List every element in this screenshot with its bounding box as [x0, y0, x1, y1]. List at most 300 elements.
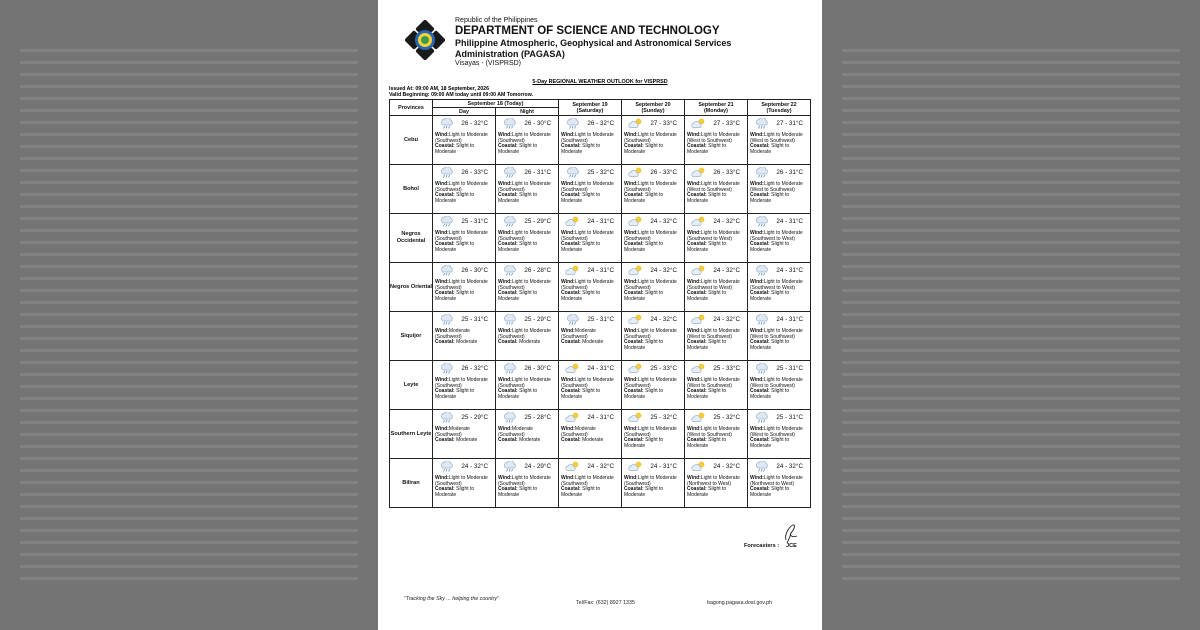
- forecast-cell: [685, 263, 748, 312]
- coastal-label: Coastal:: [561, 241, 581, 248]
- temperature-range: 26 - 30°C: [524, 365, 551, 372]
- issued-at: Issued At: 09:00 AM, 18 September, 2026: [389, 86, 489, 92]
- forecast-description: [750, 280, 809, 302]
- coastal-label: Coastal:: [561, 192, 581, 199]
- temperature-range: 24 - 32°C: [650, 316, 677, 323]
- wind-label: Wind:: [498, 181, 512, 187]
- temperature-range: 25 - 31°C: [461, 218, 488, 225]
- forecast-cell-content: [622, 459, 684, 507]
- forecast-cell-content: [685, 312, 747, 360]
- forecast-cell: [748, 361, 811, 410]
- coastal-label: Coastal:: [435, 241, 455, 248]
- forecast-cell: [559, 312, 622, 361]
- forecast-cell: [433, 165, 496, 214]
- wind-label: Wind:: [624, 181, 638, 187]
- provinces-header: Provinces: [390, 100, 433, 116]
- forecast-description: [687, 329, 746, 351]
- wind-label: Wind:: [498, 426, 512, 432]
- coastal-value: Slight to Moderate: [561, 143, 601, 155]
- wind-value: Light to Moderate (Southwest): [561, 230, 614, 242]
- forecast-cell-content: [685, 214, 747, 262]
- day-date: September 22: [761, 101, 797, 108]
- forecast-description: [624, 476, 683, 498]
- wind-label: Wind:: [435, 426, 449, 432]
- forecast-cell-content: [496, 410, 558, 458]
- temperature-range: 24 - 31°C: [587, 218, 614, 225]
- wind-value: Light to Moderate (Southwest): [624, 230, 677, 242]
- temperature-range: 25 - 31°C: [776, 365, 803, 372]
- day-weekday: (Saturday): [576, 107, 604, 114]
- coastal-label: Coastal:: [750, 388, 770, 395]
- temperature-range: 24 - 32°C: [713, 218, 740, 225]
- forecast-cell-content: [622, 312, 684, 360]
- forecast-cell-content: [496, 116, 558, 164]
- temperature-range: 25 - 33°C: [713, 365, 740, 372]
- forecast-cell-content: [748, 263, 810, 311]
- wind-label: Wind:: [750, 475, 764, 481]
- forecast-cell-content: [433, 214, 495, 262]
- temperature-range: 24 - 31°C: [587, 414, 614, 421]
- forecast-cell-content: [559, 410, 621, 458]
- wind-label: Wind:: [624, 475, 638, 481]
- forecast-cell-content: [433, 410, 495, 458]
- coastal-label: Coastal:: [687, 437, 707, 444]
- coastal-value: Slight to Moderate: [498, 388, 538, 400]
- forecast-cell: [433, 361, 496, 410]
- wind-label: Wind:: [435, 475, 449, 481]
- wind-value: Light to Moderate (Southwest): [624, 377, 677, 389]
- forecast-description: [435, 427, 494, 444]
- temperature-range: 25 - 31°C: [776, 414, 803, 421]
- wind-label: Wind:: [624, 279, 638, 285]
- footer-website: bagong.pagasa.dost.gov.ph: [707, 600, 772, 606]
- coastal-value: Slight to Moderate: [435, 486, 475, 498]
- forecast-cell-content: [559, 312, 621, 360]
- temperature-range: 25 - 28°C: [524, 414, 551, 421]
- forecast-description: [435, 280, 494, 302]
- forecast-description: [687, 476, 746, 498]
- temperature-range: 24 - 31°C: [650, 463, 677, 470]
- coastal-label: Coastal:: [561, 143, 581, 150]
- forecast-cell-content: [748, 361, 810, 409]
- wind-value: Light to Moderate (Southwest): [624, 132, 677, 144]
- day-header: [622, 100, 685, 116]
- forecast-cell: [622, 410, 685, 459]
- coastal-label: Coastal:: [435, 437, 455, 444]
- wind-value: Moderate (Southwest): [561, 426, 596, 438]
- forecast-cell: [622, 459, 685, 508]
- coastal-value: Slight to Moderate: [435, 388, 475, 400]
- coastal-label: Coastal:: [498, 290, 518, 297]
- forecast-cell-content: [622, 410, 684, 458]
- wind-value: Light to Moderate (Southwest): [498, 132, 551, 144]
- forecast-description: [624, 182, 683, 204]
- forecast-cell-content: [433, 165, 495, 213]
- wind-label: Wind:: [687, 279, 701, 285]
- coastal-value: Slight to Moderate: [624, 486, 664, 498]
- background-right: [822, 0, 1200, 630]
- coastal-value: Slight to Moderate: [687, 339, 727, 351]
- header-republic: Republic of the Philippines: [455, 17, 538, 24]
- coastal-value: Slight to Moderate: [750, 241, 790, 253]
- table-row: [390, 459, 811, 508]
- temperature-range: 26 - 33°C: [461, 169, 488, 176]
- forecast-cell: [622, 312, 685, 361]
- forecast-cell: [748, 165, 811, 214]
- temperature-range: 26 - 31°C: [776, 169, 803, 176]
- forecast-description: [750, 133, 809, 155]
- wind-value: Light to Moderate (Southwest to West): [687, 279, 740, 291]
- wind-label: Wind:: [435, 328, 449, 334]
- forecast-cell: [685, 459, 748, 508]
- forecast-description: [498, 133, 557, 155]
- forecast-description: [750, 476, 809, 498]
- coastal-label: Coastal:: [435, 143, 455, 150]
- coastal-value: Slight to Moderate: [687, 143, 727, 155]
- forecast-description: [624, 133, 683, 155]
- forecast-description: [498, 427, 557, 444]
- wind-label: Wind:: [498, 475, 512, 481]
- coastal-value: Slight to Moderate: [687, 437, 727, 449]
- wind-label: Wind:: [750, 181, 764, 187]
- forecast-cell-content: [496, 263, 558, 311]
- forecast-description: [624, 427, 683, 449]
- coastal-label: Coastal:: [750, 241, 770, 248]
- coastal-label: Coastal:: [750, 437, 770, 444]
- wind-value: Light to Moderate (Southwest): [624, 181, 677, 193]
- temperature-range: 25 - 29°C: [461, 414, 488, 421]
- temperature-range: 24 - 32°C: [713, 267, 740, 274]
- coastal-label: Coastal:: [435, 388, 455, 395]
- coastal-label: Coastal:: [624, 192, 644, 199]
- wind-value: Light to Moderate (Southwest): [498, 230, 551, 242]
- wind-label: Wind:: [435, 377, 449, 383]
- coastal-label: Coastal:: [687, 241, 707, 248]
- province-name: Leyte: [390, 361, 433, 410]
- forecast-cell-content: [496, 214, 558, 262]
- coastal-label: Coastal:: [624, 241, 644, 248]
- coastal-label: Coastal:: [498, 143, 518, 150]
- table-row: [390, 165, 811, 214]
- coastal-value: Slight to Moderate: [750, 486, 790, 498]
- coastal-label: Coastal:: [687, 486, 707, 493]
- coastal-label: Coastal:: [750, 143, 770, 150]
- temperature-range: 25 - 33°C: [650, 365, 677, 372]
- forecast-cell: [496, 214, 559, 263]
- forecast-description: [561, 280, 620, 302]
- wind-value: Light to Moderate (West to Southwest): [750, 132, 803, 144]
- forecast-description: [561, 476, 620, 498]
- forecast-cell-content: [748, 459, 810, 507]
- forecast-cell-content: [685, 361, 747, 409]
- forecast-cell-content: [496, 361, 558, 409]
- forecast-description: [687, 280, 746, 302]
- background-left: [0, 0, 378, 630]
- coastal-label: Coastal:: [435, 192, 455, 199]
- coastal-label: Coastal:: [435, 290, 455, 297]
- forecast-cell-content: [685, 410, 747, 458]
- coastal-value: Slight to Moderate: [750, 143, 790, 155]
- forecast-cell: [748, 214, 811, 263]
- wind-value: Moderate (Southwest): [435, 426, 470, 438]
- wind-value: Light to Moderate (Southwest): [435, 132, 488, 144]
- forecast-cell: [622, 361, 685, 410]
- forecast-cell: [559, 459, 622, 508]
- forecast-cell-content: [496, 312, 558, 360]
- forecast-cell: [433, 263, 496, 312]
- coastal-label: Coastal:: [687, 192, 707, 199]
- coastal-value: Slight to Moderate: [624, 241, 664, 253]
- temperature-range: 24 - 31°C: [776, 218, 803, 225]
- temperature-range: 26 - 33°C: [713, 169, 740, 176]
- wind-label: Wind:: [561, 475, 575, 481]
- wind-value: Light to Moderate (Southwest): [624, 328, 677, 340]
- wind-label: Wind:: [624, 377, 638, 383]
- province-name: Biliran: [390, 459, 433, 508]
- coastal-value: Moderate: [582, 339, 604, 346]
- forecast-cell: [496, 116, 559, 165]
- coastal-value: Slight to Moderate: [750, 290, 790, 302]
- day-header: [748, 100, 811, 116]
- temperature-range: 24 - 32°C: [461, 463, 488, 470]
- temperature-range: 25 - 32°C: [713, 414, 740, 421]
- wind-label: Wind:: [561, 328, 575, 334]
- coastal-value: Slight to Moderate: [498, 192, 538, 204]
- wind-value: Light to Moderate (Southwest): [561, 181, 614, 193]
- wind-value: Light to Moderate (Southwest): [435, 181, 488, 193]
- forecast-description: [561, 182, 620, 204]
- forecast-description: [750, 378, 809, 400]
- wind-value: Light to Moderate (West to Southwest): [750, 377, 803, 389]
- forecast-description: [687, 133, 746, 155]
- forecast-cell: [496, 312, 559, 361]
- coastal-value: Slight to Moderate: [624, 143, 664, 155]
- forecast-description: [561, 427, 620, 444]
- table-row: [390, 410, 811, 459]
- forecast-cell: [748, 459, 811, 508]
- wind-label: Wind:: [750, 328, 764, 334]
- forecast-description: [687, 427, 746, 449]
- temperature-range: 24 - 32°C: [587, 463, 614, 470]
- coastal-value: Moderate: [519, 339, 541, 346]
- wind-value: Light to Moderate (Southwest): [561, 377, 614, 389]
- wind-value: Light to Moderate (Southwest): [498, 377, 551, 389]
- wind-value: Moderate (Southwest): [435, 328, 470, 340]
- wind-value: Light to Moderate (West to Southwest): [687, 181, 740, 193]
- wind-value: Light to Moderate (Southwest): [624, 279, 677, 291]
- wind-value: Light to Moderate (West to Southwest): [687, 377, 740, 389]
- coastal-label: Coastal:: [750, 192, 770, 199]
- temperature-range: 25 - 32°C: [587, 169, 614, 176]
- province-name: Siquijor: [390, 312, 433, 361]
- forecast-cell: [496, 410, 559, 459]
- wind-label: Wind:: [498, 132, 512, 138]
- day-weekday: (Monday): [704, 107, 728, 114]
- coastal-value: Slight to Moderate: [435, 290, 475, 302]
- table-row: [390, 361, 811, 410]
- temperature-range: 26 - 32°C: [461, 120, 488, 127]
- wind-value: Light to Moderate (West to Southwest): [687, 328, 740, 340]
- wind-label: Wind:: [687, 377, 701, 383]
- coastal-label: Coastal:: [687, 290, 707, 297]
- forecast-cell-content: [748, 214, 810, 262]
- coastal-label: Coastal:: [624, 339, 644, 346]
- coastal-label: Coastal:: [624, 290, 644, 297]
- wind-label: Wind:: [561, 377, 575, 383]
- forecast-cell: [559, 116, 622, 165]
- coastal-value: Slight to Moderate: [750, 192, 790, 204]
- coastal-label: Coastal:: [561, 437, 581, 444]
- coastal-label: Coastal:: [498, 486, 518, 493]
- coastal-value: Slight to Moderate: [435, 192, 475, 204]
- wind-value: Light to Moderate (Southwest): [435, 475, 488, 487]
- forecast-cell-content: [559, 361, 621, 409]
- temperature-range: 25 - 31°C: [461, 316, 488, 323]
- coastal-value: Slight to Moderate: [498, 241, 538, 253]
- forecast-description: [498, 329, 557, 346]
- header-region: Visayas - (VISPRSD): [455, 60, 521, 67]
- coastal-value: Moderate: [519, 437, 541, 444]
- temperature-range: 25 - 29°C: [524, 218, 551, 225]
- coastal-value: Slight to Moderate: [561, 192, 601, 204]
- coastal-value: Slight to Moderate: [624, 388, 664, 400]
- wind-value: Light to Moderate (West to Southwest): [750, 426, 803, 438]
- temperature-range: 26 - 28°C: [524, 267, 551, 274]
- valid-beginning: Valid Beginning: 09:00 AM today until 09:00 AM Tomorrow.: [389, 92, 534, 98]
- forecast-cell-content: [559, 263, 621, 311]
- forecast-cell-content: [622, 116, 684, 164]
- coastal-value: Slight to Moderate: [750, 437, 790, 449]
- forecast-cell: [496, 263, 559, 312]
- coastal-label: Coastal:: [624, 388, 644, 395]
- coastal-label: Coastal:: [687, 388, 707, 395]
- footer-tagline: "Tracking the Sky ... helping the country": [404, 596, 499, 602]
- coastal-label: Coastal:: [687, 339, 707, 346]
- forecast-description: [687, 231, 746, 253]
- forecast-cell: [496, 459, 559, 508]
- day-weekday: (Tuesday): [766, 107, 792, 114]
- temperature-range: 24 - 32°C: [713, 316, 740, 323]
- forecaster-signature: [782, 522, 800, 544]
- forecast-cell-content: [622, 165, 684, 213]
- wind-label: Wind:: [435, 132, 449, 138]
- wind-value: Light to Moderate (Southwest): [624, 475, 677, 487]
- coastal-value: Slight to Moderate: [561, 486, 601, 498]
- coastal-label: Coastal:: [561, 486, 581, 493]
- forecast-cell-content: [748, 312, 810, 360]
- wind-value: Light to Moderate (West to Southwest): [687, 132, 740, 144]
- table-row: [390, 214, 811, 263]
- coastal-value: Slight to Moderate: [561, 388, 601, 400]
- forecast-cell: [748, 116, 811, 165]
- coastal-label: Coastal:: [498, 388, 518, 395]
- forecast-cell: [559, 410, 622, 459]
- wind-label: Wind:: [624, 132, 638, 138]
- wind-label: Wind:: [624, 426, 638, 432]
- forecast-description: [498, 231, 557, 253]
- forecast-description: [435, 329, 494, 346]
- coastal-label: Coastal:: [624, 143, 644, 150]
- wind-value: Light to Moderate (Southwest to West): [750, 230, 803, 242]
- coastal-label: Coastal:: [561, 388, 581, 395]
- wind-label: Wind:: [435, 181, 449, 187]
- province-name: Negros Oriental: [390, 263, 433, 312]
- coastal-value: Slight to Moderate: [687, 241, 727, 253]
- wind-label: Wind:: [561, 132, 575, 138]
- forecasters-label: Forecasters :: [744, 543, 780, 549]
- forecast-cell: [622, 116, 685, 165]
- province-name: Bohol: [390, 165, 433, 214]
- wind-value: Light to Moderate (Southwest): [561, 475, 614, 487]
- forecast-description: [750, 329, 809, 351]
- forecast-cell: [559, 165, 622, 214]
- wind-label: Wind:: [750, 426, 764, 432]
- wind-value: Light to Moderate (Southwest): [435, 230, 488, 242]
- wind-value: Light to Moderate (West to Southwest): [750, 181, 803, 193]
- wind-label: Wind:: [561, 230, 575, 236]
- wind-label: Wind:: [750, 377, 764, 383]
- forecast-cell: [433, 312, 496, 361]
- forecast-cell: [433, 116, 496, 165]
- coastal-value: Slight to Moderate: [435, 143, 475, 155]
- coastal-value: Slight to Moderate: [498, 290, 538, 302]
- temperature-range: 25 - 31°C: [587, 316, 614, 323]
- table-row: [390, 263, 811, 312]
- coastal-label: Coastal:: [561, 290, 581, 297]
- forecast-cell-content: [496, 165, 558, 213]
- temperature-range: 24 - 31°C: [587, 267, 614, 274]
- forecast-cell-content: [559, 165, 621, 213]
- forecast-description: [435, 476, 494, 498]
- table-body: [390, 116, 811, 508]
- wind-label: Wind:: [750, 279, 764, 285]
- forecast-description: [687, 182, 746, 204]
- forecast-cell-content: [685, 116, 747, 164]
- forecast-cell: [685, 410, 748, 459]
- coastal-label: Coastal:: [687, 143, 707, 150]
- forecast-cell-content: [559, 116, 621, 164]
- temperature-range: 26 - 32°C: [461, 365, 488, 372]
- coastal-label: Coastal:: [435, 486, 455, 493]
- coastal-label: Coastal:: [561, 339, 581, 346]
- forecast-cell: [433, 214, 496, 263]
- wind-label: Wind:: [435, 279, 449, 285]
- wind-label: Wind:: [687, 132, 701, 138]
- forecast-cell-content: [433, 116, 495, 164]
- wind-value: Light to Moderate (West to Southwest): [750, 328, 803, 340]
- forecast-description: [498, 280, 557, 302]
- forecast-cell: [559, 361, 622, 410]
- wind-label: Wind:: [435, 230, 449, 236]
- wind-value: Light to Moderate (Southwest): [561, 132, 614, 144]
- header-department: DEPARTMENT OF SCIENCE AND TECHNOLOGY: [455, 25, 720, 37]
- wind-label: Wind:: [498, 279, 512, 285]
- forecast-cell-content: [685, 263, 747, 311]
- temperature-range: 24 - 32°C: [650, 267, 677, 274]
- wind-label: Wind:: [561, 279, 575, 285]
- coastal-value: Slight to Moderate: [750, 388, 790, 400]
- forecast-cell-content: [748, 410, 810, 458]
- forecast-description: [624, 378, 683, 400]
- wind-label: Wind:: [498, 328, 512, 334]
- header-agency-line2: Administration (PAGASA): [455, 49, 565, 59]
- wind-label: Wind:: [687, 181, 701, 187]
- forecast-description: [435, 133, 494, 155]
- temperature-range: 27 - 33°C: [650, 120, 677, 127]
- coastal-value: Moderate: [582, 437, 604, 444]
- coastal-value: Slight to Moderate: [687, 192, 727, 204]
- day-header: [685, 100, 748, 116]
